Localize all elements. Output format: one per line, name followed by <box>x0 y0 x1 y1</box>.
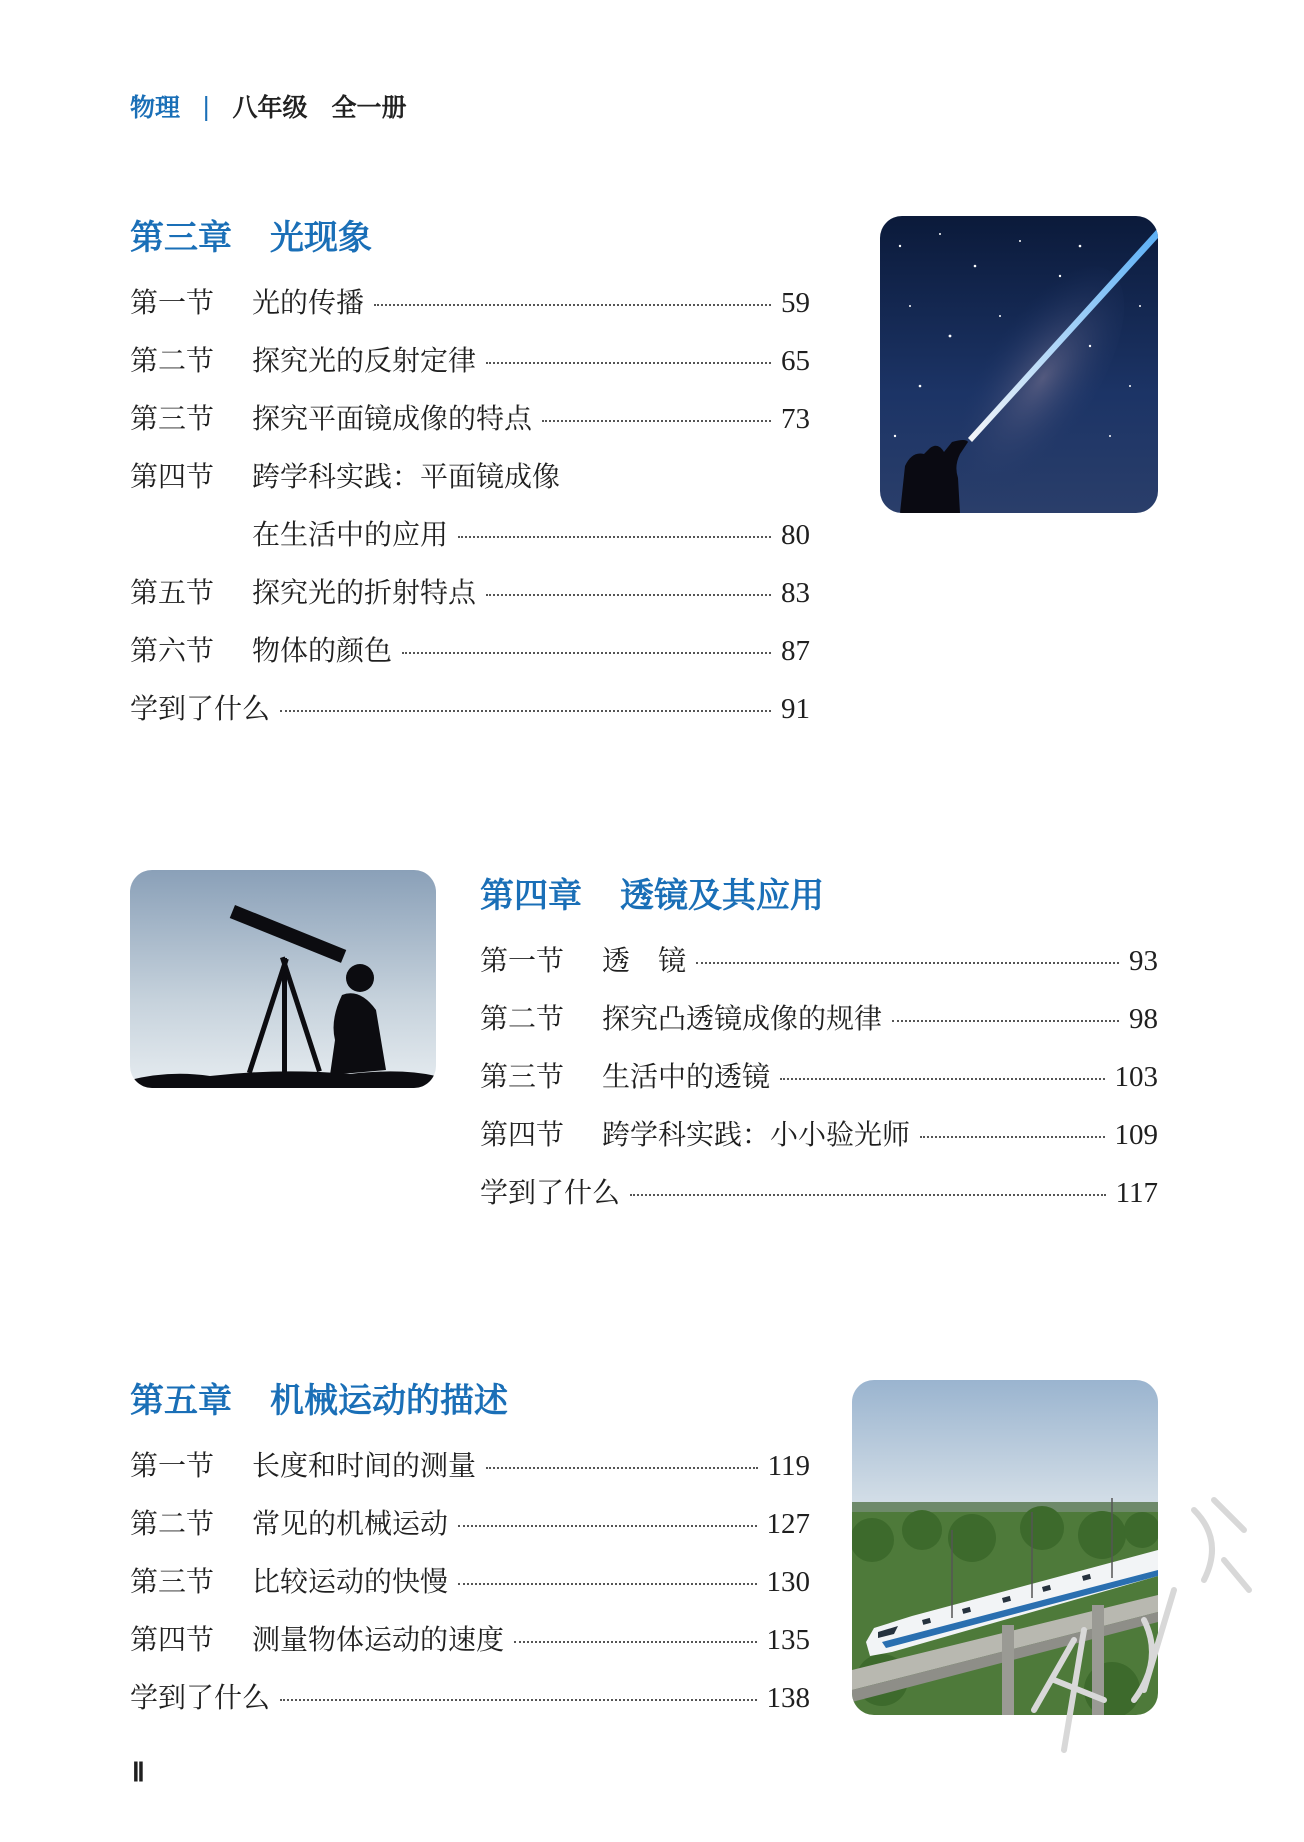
section-title: 跨学科实践：平面镜成像 <box>252 460 561 493</box>
section-title: 学到了什么 <box>130 692 271 725</box>
chapter-title <box>130 212 810 256</box>
leader-dots <box>892 1020 1119 1022</box>
toc-entry[interactable] <box>130 448 810 506</box>
watermark <box>994 1470 1254 1770</box>
toc-entry[interactable] <box>130 1611 810 1669</box>
section-title: 探究光的反射定律 <box>252 344 477 377</box>
page-number: 73 <box>781 403 810 435</box>
page-number: 135 <box>766 1624 810 1656</box>
chapter-title <box>480 870 1158 914</box>
leader-dots <box>486 594 771 596</box>
page-number: 87 <box>781 635 810 667</box>
section-label: 第一节 <box>130 286 215 319</box>
section-title: 光的传播 <box>252 286 365 319</box>
toc-entry[interactable] <box>480 1106 1158 1164</box>
page-number: 83 <box>781 577 810 609</box>
toc-entry-summary[interactable] <box>130 680 810 738</box>
leader-dots <box>696 962 1119 964</box>
section-label: 第六节 <box>130 634 215 667</box>
page-number: 127 <box>766 1508 810 1540</box>
page-number: 130 <box>766 1566 810 1598</box>
leader-dots <box>280 710 771 712</box>
toc-entry-summary[interactable] <box>480 1164 1158 1222</box>
page-number: 93 <box>1129 945 1158 977</box>
section-label: 第二节 <box>130 1507 215 1540</box>
section-title: 探究凸透镜成像的规律 <box>602 1002 883 1035</box>
page-number: 117 <box>1115 1177 1158 1209</box>
section-title: 物体的颜色 <box>252 634 393 667</box>
section-label: 第一节 <box>480 944 565 977</box>
leader-dots <box>486 1467 758 1469</box>
section-title: 跨学科实践：小小验光师 <box>602 1118 911 1151</box>
section-title: 探究平面镜成像的特点 <box>252 402 533 435</box>
toc-entry-summary[interactable] <box>130 1669 810 1727</box>
section-title: 在生活中的应用 <box>252 518 449 551</box>
section-label: 第三节 <box>130 402 215 435</box>
page-number: 65 <box>781 345 810 377</box>
section-label: 第四节 <box>130 460 215 493</box>
chapter-5 <box>130 1375 810 1727</box>
page-number: 91 <box>781 693 810 725</box>
toc-entry[interactable] <box>130 564 810 622</box>
page-number: 119 <box>767 1450 810 1482</box>
leader-dots <box>920 1136 1104 1138</box>
section-label: 第一节 <box>130 1449 215 1482</box>
section-label: 第四节 <box>480 1118 565 1151</box>
header-volume: 全一册 <box>331 93 407 122</box>
chapter-name: 机械运动的描述 <box>270 1380 508 1421</box>
leader-dots <box>458 1583 756 1585</box>
leader-dots <box>458 1525 756 1527</box>
chapter-title <box>130 1375 810 1419</box>
section-title: 长度和时间的测量 <box>252 1449 477 1482</box>
page-number: 98 <box>1129 1003 1158 1035</box>
section-title: 探究光的折射特点 <box>252 576 477 609</box>
section-label: 第三节 <box>130 1565 215 1598</box>
leader-dots <box>486 362 771 364</box>
chapter-name: 光现象 <box>270 217 372 258</box>
page-number: 103 <box>1114 1061 1158 1093</box>
toc-entry[interactable] <box>480 1048 1158 1106</box>
toc-entry[interactable] <box>130 390 810 448</box>
page-number: 109 <box>1114 1119 1158 1151</box>
chapter-number: 第三章 <box>130 217 232 258</box>
section-title: 生活中的透镜 <box>602 1060 771 1093</box>
section-title: 学到了什么 <box>480 1176 621 1209</box>
section-label: 第三节 <box>480 1060 565 1093</box>
chapter-number: 第五章 <box>130 1380 232 1421</box>
leader-dots <box>402 652 771 654</box>
header-subject: 物理 <box>130 93 181 122</box>
section-label: 第五节 <box>130 576 215 609</box>
page-number: 138 <box>766 1682 810 1714</box>
section-label: 第四节 <box>130 1623 215 1656</box>
header-separator: | <box>202 91 211 121</box>
leader-dots <box>630 1194 1106 1196</box>
section-title: 测量物体运动的速度 <box>252 1623 505 1656</box>
leader-dots <box>280 1699 756 1701</box>
page-number: 80 <box>781 519 810 551</box>
chapter-name: 透镜及其应用 <box>620 875 824 916</box>
night-sky-flashlight-photo <box>880 216 1158 513</box>
section-label: 第二节 <box>480 1002 565 1035</box>
leader-dots <box>542 420 771 422</box>
section-label: 第二节 <box>130 344 215 377</box>
section-title: 比较运动的快慢 <box>252 1565 449 1598</box>
toc-entry[interactable] <box>130 274 810 332</box>
chapter-4 <box>480 870 1158 1222</box>
page-number-roman: Ⅱ <box>132 1758 145 1787</box>
toc-entry[interactable] <box>480 990 1158 1048</box>
leader-dots <box>514 1641 756 1643</box>
leader-dots <box>458 536 771 538</box>
toc-entry[interactable] <box>130 1437 810 1495</box>
page-number: 59 <box>781 287 810 319</box>
section-title: 透 镜 <box>602 944 687 977</box>
toc-entry[interactable] <box>130 1495 810 1553</box>
section-title: 常见的机械运动 <box>252 1507 449 1540</box>
telescope-silhouette-photo <box>130 870 436 1088</box>
toc-entry-continued[interactable] <box>130 506 810 564</box>
toc-entry[interactable] <box>130 332 810 390</box>
section-title: 学到了什么 <box>130 1681 271 1714</box>
chapter-3 <box>130 212 810 738</box>
leader-dots <box>374 304 771 306</box>
chapter-number: 第四章 <box>480 875 582 916</box>
running-header <box>130 88 406 124</box>
toc-entry[interactable] <box>130 1553 810 1611</box>
header-grade: 八年级 <box>232 93 308 122</box>
toc-entry[interactable] <box>480 932 1158 990</box>
leader-dots <box>780 1078 1104 1080</box>
toc-entry[interactable] <box>130 622 810 680</box>
